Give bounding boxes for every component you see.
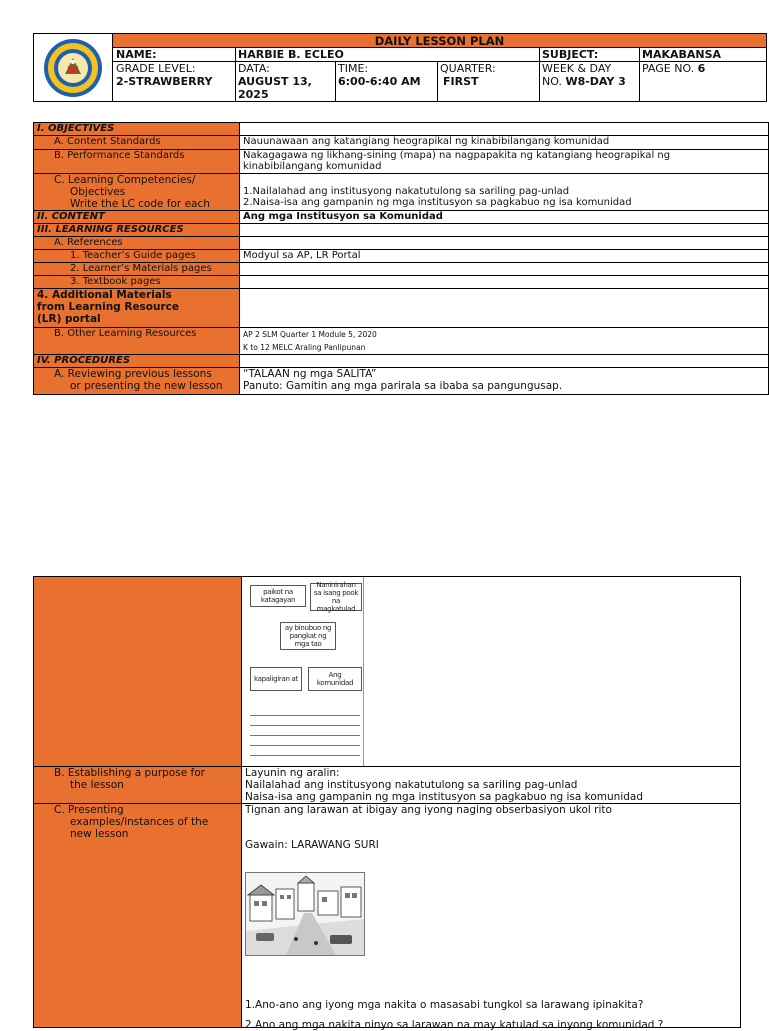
page-label: PAGE NO.	[642, 62, 695, 75]
subject-value: MAKABANSA	[642, 48, 722, 61]
activity-title: Gawain: LARAWANG SURI	[245, 839, 379, 851]
purpose-value-line-2: Nailalahad ang institusyong nakatutulong sa sariling pag-unlad	[245, 779, 578, 791]
purpose-value-line-3: Naisa-isa ang gampanin ng mga institusyon sa pagkabuo ng isa komunidad	[245, 791, 644, 803]
lc-value-line-2: 2.Naisa-isa ang gampanin ng mga institusyon sa pagkabuo ng isa komunidad	[243, 197, 632, 208]
word-card-2: Naninirahan sa isang pook na magkatulad	[310, 583, 362, 611]
learning-resources-value	[240, 224, 769, 237]
other-resources-line-1: AP 2 SLM Quarter 1 Module 5, 2020	[243, 330, 377, 339]
community-illustration	[245, 872, 365, 956]
content-value: Ang mga Institusyon sa Komunidad	[240, 211, 769, 224]
reviewing-lessons-value	[240, 368, 769, 395]
content-heading: II. CONTENT	[34, 211, 240, 224]
school-seal-icon	[43, 38, 103, 98]
grade-level-value: 2-STRAWBERRY	[116, 75, 213, 88]
teachers-guide-value: Modyul sa AP, LR Portal	[240, 250, 769, 263]
presenting-examples-value	[242, 804, 741, 1031]
time-label: TIME:	[338, 62, 369, 75]
week-label: WEEK & DAY	[542, 62, 612, 75]
date-label: DATA:	[238, 62, 270, 75]
week-value: W8-DAY 3	[565, 75, 626, 88]
textbook-pages-value	[240, 276, 769, 289]
week-prefix: NO.	[542, 75, 562, 88]
additional-line-3: (LR) portal	[37, 313, 101, 325]
establishing-purpose-label	[34, 767, 242, 804]
procedures-heading: IV. PROCEDURES	[34, 355, 240, 368]
quarter-label: QUARTER:	[440, 62, 496, 75]
objectives-heading: I. OBJECTIVES	[34, 123, 240, 136]
page-title: DAILY LESSON PLAN	[113, 34, 766, 48]
performance-standards-value	[240, 150, 769, 174]
word-card-5: Ang komunidad	[308, 667, 362, 691]
additional-materials-value	[240, 289, 769, 328]
content-standards-value: Nauunawaan ang katangiang heograpikal ng kinabibilangang komunidad	[240, 136, 769, 150]
other-resources-value	[240, 328, 769, 355]
reviewing-line-2: or presenting the new lesson	[70, 380, 223, 392]
word-card-activity	[242, 577, 741, 767]
purpose-label-line-1: B. Establishing a purpose for	[54, 767, 205, 779]
reviewing-lessons-label	[34, 368, 240, 395]
date-value-line2: 2025	[238, 88, 269, 101]
week-value-line	[539, 75, 639, 88]
community-scene-icon	[246, 873, 364, 955]
establishing-purpose-value	[242, 767, 741, 804]
date-value-line1: AUGUST 13,	[238, 75, 312, 88]
page-number	[639, 62, 767, 75]
presenting-label-line-1: C. Presenting	[54, 804, 124, 816]
references-label: A. References	[34, 237, 240, 250]
activity-label-cell	[34, 577, 242, 767]
question-2: 2.Ano ang mga nakita ninyo sa larawan na may katulad sa inyong komunidad ?	[245, 1019, 664, 1031]
additional-materials-label	[34, 289, 240, 328]
reviewing-value-line-1: “TALAAN ng mga SALITA”	[243, 368, 377, 380]
additional-line-1: 4. Additional Materials	[37, 289, 172, 301]
word-card-3: ay binubuo ng pangkat ng mga tao	[280, 622, 336, 650]
lesson-plan-table-continued	[33, 576, 741, 1031]
performance-line-1: Nakagagawa ng likhang-sining (mapa) na nagpapakita ng katangiang heograpikal ng	[243, 150, 671, 161]
quarter-value: FIRST	[443, 75, 479, 88]
subject-label: SUBJECT:	[542, 48, 599, 61]
learners-materials-value	[240, 263, 769, 276]
other-resources-label: B. Other Learning Resources	[34, 328, 240, 355]
procedures-heading-value	[240, 355, 769, 368]
name-label: NAME:	[116, 48, 157, 61]
reviewing-line-1: A. Reviewing previous lessons	[54, 368, 212, 380]
page-value: 6	[697, 62, 706, 75]
question-1: 1.Ano-ano ang iyong mga nakita o masasabi tungkol sa larawang ipinakita?	[245, 999, 644, 1011]
presenting-examples-label	[34, 804, 242, 1028]
time-value: 6:00-6:40 AM	[338, 75, 421, 88]
performance-line-2: kinabibilangang komunidad	[243, 161, 382, 172]
lc-label-line-1: C. Learning Competencies/	[54, 174, 196, 186]
lc-label-line-3: Write the LC code for each	[70, 198, 210, 210]
textbook-pages-label: 3. Textbook pages	[34, 276, 240, 289]
grade-level-label: GRADE LEVEL:	[116, 62, 196, 75]
learning-competencies-value	[240, 174, 769, 211]
learning-competencies-label	[34, 174, 240, 211]
objectives-heading-value	[240, 123, 769, 136]
other-resources-line-2: K to 12 MELC Araling Panlipunan	[243, 343, 366, 352]
word-card-1: paikot na katagayan	[250, 585, 306, 607]
content-standards-label: A. Content Standards	[34, 136, 240, 150]
lc-label-line-2: Objectives	[70, 186, 126, 198]
lesson-plan-header	[33, 33, 767, 102]
teachers-guide-label: 1. Teacher’s Guide pages	[34, 250, 240, 263]
purpose-label-line-2: the lesson	[70, 779, 124, 791]
performance-standards-label: B. Performance Standards	[34, 150, 240, 174]
lc-value-line-1: 1.Nailalahad ang institusyong nakatutulong sa sariling pag-unlad	[243, 186, 570, 197]
learners-materials-label: 2. Learner’s Materials pages	[34, 263, 240, 276]
reviewing-value-line-2: Panuto: Gamitin ang mga parirala sa ibaba sa pangungusap.	[243, 380, 563, 392]
learning-resources-heading: III. LEARNING RESOURCES	[34, 224, 240, 237]
presenting-label-line-3: new lesson	[70, 828, 129, 840]
references-value	[240, 237, 769, 250]
purpose-value-line-1: Layunin ng aralin:	[245, 767, 340, 779]
name-value: HARBIE B. ECLEO	[238, 48, 344, 61]
lesson-plan-table	[33, 122, 769, 395]
school-seal-logo	[34, 34, 113, 101]
presenting-instruction: Tignan ang larawan at ibigay ang iyong naging obserbasiyon ukol rito	[245, 804, 612, 816]
presenting-label-line-2: examples/instances of the	[70, 816, 209, 828]
additional-line-2: from Learning Resource	[37, 301, 180, 313]
word-card-sheet	[242, 577, 364, 766]
word-card-4: kapaligiran at	[250, 667, 302, 691]
